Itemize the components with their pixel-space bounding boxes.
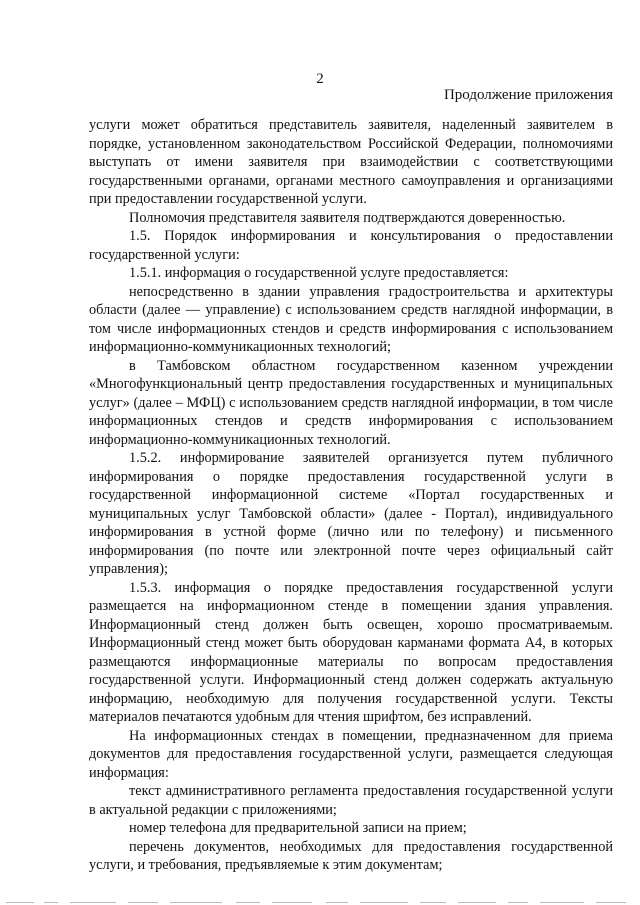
paragraph: Полномочия представителя заявителя подтверждаются доверенностью. [129, 209, 566, 226]
paragraph: 1.5.2. информирование заявителей организуется путем публичного информирования о порядке предоставления государственной услуги в государственной информационной системе «Портал государственных и муниципальных услуг Тамбовской области» (далее - Портал), индивидуального информирования в устной форме (лично или по телефону) и письменного информирования (по почте или электронной почте через официальный сайт управления); [89, 450, 613, 577]
paragraph: 1.5.1. информация о государственной услуге предоставляется: [129, 265, 509, 281]
paragraph: 1.5. Порядок информирования и консультирования о предоставлении государственной услуги: [89, 228, 613, 263]
paragraph: текст административного регламента предоставления государственной услуги в актуальной редакции с приложениями; [89, 783, 613, 818]
document-body [89, 116, 613, 875]
page-number: 2 [316, 71, 324, 87]
paragraph: перечень документов, необходимых для предоставления государственной услуги, и требования, предъявляемые к этим документам; [89, 838, 613, 873]
paragraph: номер телефона для предварительной записи на прием; [129, 820, 467, 836]
paragraph: На информационных стендах в помещении, предназначенном для приема документов для предоставления государственной услуги, размещается следующая информация: [89, 727, 613, 781]
paragraph: услуги может обратиться представитель заявителя, наделенный заявителем в порядке, установленном законодательством Российской Федерации, полномочиями выступать от имени заявителя при взаимодействии с соответствующими государственными органами, органами местного самоуправления и организациями при предоставлении государственной услуги. [89, 117, 613, 207]
paragraph: 1.5.3. информация о порядке предоставления государственной услуги размещается на информационном стенде в помещении здания управления. Информационный стенд должен быть освещен, хорошо просматриваемым. Информационный стенд может быть оборудован карманами формата А4, в которых размещаются информационные материалы по вопросам предоставления государственной услуги. Информационный стенд должен содержать актуальную информацию, необходимую для получения государственной услуги. Тексты материалов печатаются удобным для чтения шрифтом, без исправлений. [89, 579, 613, 725]
paragraph: непосредственно в здании управления градостроительства и архитектуры области (далее — управление) с использованием средств наглядной информации, в том числе информационных стендов и средств информирования с использованием информационно-коммуникационных технологий; [89, 283, 613, 355]
continuation-label: Продолжение приложения [443, 87, 613, 103]
scan-artifact [0, 897, 640, 903]
paragraph: в Тамбовском областном государственном казенном учреждении «Многофункциональный центр предоставления государственных и муниципальных услуг» (далее – МФЦ) с использованием средств наглядной информации, в том числе информационных стендов и средств информирования с использованием информационно-коммуникационных технологий. [89, 357, 613, 448]
